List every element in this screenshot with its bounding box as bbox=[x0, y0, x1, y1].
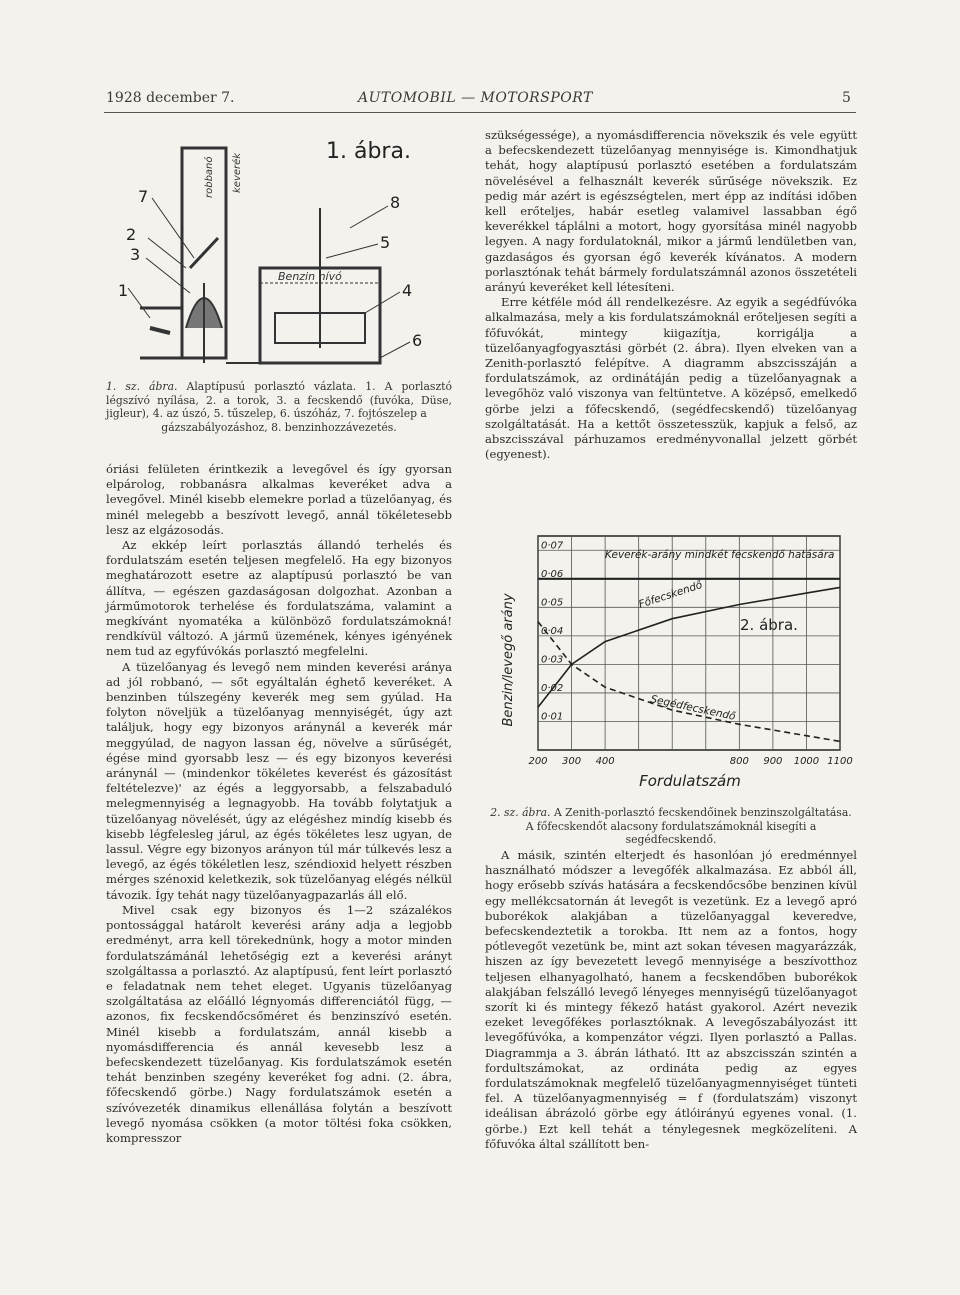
leader-line-7 bbox=[152, 198, 194, 258]
right-paragraph-3: A másik, szintén elterjedt és hasonlóan jó eredménnyel használható módszer a levegőfék alkalmazása. Ez abból áll, hogy erősebb szívás hatására a fecskendőcsőbe benzinen kívül egy mellékcsatornán át levegőt is vezetünk. Ez a levegő apró buborékok alakjában a tüzelőanyaggal keveredve, befecskendeztetik a torokba. Itt nem az a fontos, hogy pótlevegőt vezetünk be, mint azt sokan tévesen magyarázzák, hiszen az így bevezetett levegő mennyisége a beszívotthoz teljesen elhanyagolható, hanem a fecskendőben buborékok alakjában felszálló levegő lényeges mennyiségű tüzelőanyagot szorít ki és mintegy fékező hatást gyakorol. Azért nevezik ezeket levegőfékes porlasztóknak. A levegőszabályozást itt levegőfúvóka, a kompenzátor végzi. Ilyen porlasztó a Pallas. Diagrammja a 3. ábrán látható. Itt az abszcisszán szintén a fordultszámokat, az ordináta pedig az egyes fordulatszámoknak megfelelő tüzelőanyagmennyiséget tünteti fel. A tüzelőanyagmennyiség = f (fordulatszám) viszonyt ideálisan ábrázoló görbe egy átlóirányú egyenes vonal. (1. görbe.) Ezt kell tehát a ténylegesnek megközelíteni. A főfuvóka által szállított ben- bbox=[485, 848, 857, 1151]
label-4: 4 bbox=[402, 281, 413, 300]
header-title: AUTOMOBIL — MOTORSPORT bbox=[358, 90, 593, 106]
series-line-1 bbox=[538, 587, 840, 707]
air-arrow bbox=[150, 328, 170, 333]
figure-1-caption-text: Alaptípusú porlasztó vázlata. 1. A porlasztó légszívó nyílása, 2. a torok, 3. a fecskendő (fuvóka, Düse, jigleur), 4. az úszó, 5. tűszelep, 6. úszóház, 7. fojtószelep a bbox=[106, 380, 452, 421]
series-label-total: Keverék-arány mindkét fecskendő hatására bbox=[605, 549, 835, 561]
figure-1-caption-lead: 1. sz. ábra. bbox=[106, 380, 178, 393]
left-paragraph-4: Mivel csak egy bizonyos és 1—2 százalékos pontossággal határolt keverési arány adja a legjobb eredményt, arra kell törekednünk, hogy a motor minden fordulatszámánál lehetőségig ezt a keverési arányt szolgáltassa a porlasztó. Az alaptípusú, fent leírt porlasztó e feladatnak nem tehet eleget. Ugyanis tüzelőanyag szolgáltatása az előálló légnyomás differenciától függ, — azonos, fix fecskendőcsőméret és benzinszívó esetén. Minél kisebb a fordulatszám, annál kisebb a nyomásdifferencia és annál kevesebb lesz a befecskendezett tüzelőanyag. Kis fordulatszámok esetén tehát benzinben szegény keveréket fog adni. (2. ábra, főfecskendő görbe.) Nagy fordulatszámok esetén a szívóvezeték dinamikus ellenállása folytán a beszívott levegő nyomása csökken (a motor töltési foka csökken, kompresszor bbox=[106, 902, 452, 1145]
chart-grid bbox=[538, 536, 840, 750]
figure-2-caption-text: A Zenith-porlasztó fecskendőinek benzinszolgáltatása. A főfecskendőt alacsony fordulatszámoknál kisegíti a segédfecskendő. bbox=[525, 806, 852, 847]
right-paragraph-2: Erre kétféle mód áll rendelkezésre. Az egyik a segédfúvóka alkalmazása, mely a kis fordulatszámoknál erőteljesen segíti a főfuvókát, mintegy kiigazítja, korrigálja a tüzelőanyagfogyasztási görbét (2. ábra). Ilyen elveken van a Zenith-porlasztó felépítve. A diagramm abszcisszáján a fordulatszámok, az ordinátáján pedig a tüzelőanyagnak a levegőhöz való viszonya van feltüntetve. A középső, emelkedő görbe jelzi a főfecskendő, (segédfecskendő) tüzelőanyag szolgáltatását. Ha a kettőt összetesszük, kapjuk a felső, az abszcisszával párhuzamos eredményvonallal jelzett görbét (egyenest). bbox=[485, 295, 857, 462]
leader-line-8 bbox=[350, 206, 388, 228]
left-paragraph-3: A tüzelőanyag és levegő nem minden keverési aránya ad jól robbanó, — sőt egyáltalán éghető keveréket. A benzinben túlszegény keverék meg sem gyúlad. Ha folyton növeljük a tüzelőanyag mennyiségét, úgy azt találjuk, hogy egy bizonyos aránynál a keverék már meggyúlad, de nagyon lassan ég, növelve a sűrűségét, égése mind gyorsabb lesz — és egy bizonyos keverési aránynál — (mindenkor tökéletes keverést és gázosítást feltételezve)' az égés a leggyorsabb, a felszabaduló melegmennyiség a legnagyobb. Ha tovább folytatjuk a tüzelőanyag növelését, úgy az elégéshez mindíg kisebb és kisebb légfelesleg járul, az égés tökéletes lesz ugyan, de lassul. Végre egy bizonyos arányon túl már túlkevés lesz a levegő, az égés tökéletlen lesz, széndioxid helyett részben mérges szénoxid keletkezik, sok tüzelőanyag elégés nélkül távozik. Így tehát nagy tüzelőanyagpazarlás áll elő. bbox=[106, 659, 452, 902]
leader-line-4 bbox=[365, 292, 400, 313]
y-tick-label: 0·04 bbox=[541, 625, 564, 637]
chart-title: 2. ábra. bbox=[740, 616, 798, 634]
x-axis-label: Fordulatszám bbox=[639, 772, 741, 790]
mixture-label-2: keverék bbox=[232, 152, 243, 193]
label-6: 6 bbox=[412, 331, 423, 350]
x-tick-label: 200 bbox=[528, 756, 548, 767]
label-3: 3 bbox=[130, 245, 141, 264]
label-2: 2 bbox=[126, 225, 137, 244]
label-1: 1 bbox=[118, 281, 129, 300]
x-tick-label: 800 bbox=[729, 756, 749, 767]
air-inlet bbox=[140, 308, 182, 358]
y-tick-label: 0·06 bbox=[541, 568, 564, 580]
chart-ticks bbox=[528, 540, 852, 767]
x-tick-label: 1000 bbox=[793, 756, 820, 767]
y-axis-label: Benzin/levegő arány bbox=[501, 593, 516, 727]
figure-1-caption bbox=[106, 380, 452, 434]
label-8: 8 bbox=[390, 193, 401, 212]
y-tick-label: 0·05 bbox=[541, 597, 564, 609]
header-date: 1928 december 7. bbox=[106, 90, 235, 106]
series-line-2 bbox=[538, 622, 840, 742]
series-label-main-jet: Főfecskendő bbox=[637, 578, 704, 611]
right-column-bottom bbox=[485, 848, 857, 1152]
y-tick-label: 0·03 bbox=[541, 654, 564, 666]
y-tick-label: 0·07 bbox=[541, 540, 564, 552]
x-tick-label: 300 bbox=[562, 756, 582, 767]
figure-2-chart bbox=[490, 520, 860, 805]
figure-2-caption-lead: 2. sz. ábra. bbox=[490, 806, 551, 819]
y-tick-label: 0·02 bbox=[541, 682, 564, 694]
figure-1-caption-end: gázszabályozáshoz, 8. benzinhozzávezetés. bbox=[161, 420, 397, 434]
leader-line-1 bbox=[128, 288, 150, 318]
leader-line-6 bbox=[380, 342, 410, 358]
left-paragraph-2: Az ekkép leírt porlasztás állandó terhelés és fordulatszám esetén teljesen megfelelő. Ha egy bizonyos meghatározott esetre az alaptípusú porlasztó be van állítva, — egészen gazdaságosan dolgozhat. Azonban a járműmotorok terhelése és fordulatszáma, valamint a megkívánt nyomatéka a különböző fordulatszámokná! rendkívül változó. A jármű üzemének, kényes igényének nem tud az egyfúvókás porlasztó megfelelni. bbox=[106, 538, 452, 659]
x-tick-label: 400 bbox=[595, 756, 615, 767]
left-column bbox=[106, 462, 452, 1146]
right-column-top bbox=[485, 128, 857, 462]
figure-1-title: 1. ábra. bbox=[326, 139, 411, 164]
label-5: 5 bbox=[380, 233, 391, 252]
series-label-aux-jet: Segédfecskendő bbox=[649, 693, 737, 723]
figure-2-caption bbox=[485, 806, 857, 847]
label-7: 7 bbox=[138, 187, 149, 206]
x-tick-label: 900 bbox=[763, 756, 783, 767]
y-tick-label: 0·01 bbox=[541, 711, 564, 723]
left-paragraph-1: óriási felületen érintkezik a levegővel és így gyorsan elpárolog, robbanásra alkalmas keveréket adva a levegővel. Minél kisebb elemekre porlad a tüzelőanyag, és minél melegebb a beszívott levegő, annál tökéletesebb lesz az elgázosodás. bbox=[106, 462, 452, 537]
chart-series bbox=[538, 579, 840, 742]
mixture-label-1: robbanó bbox=[204, 156, 215, 198]
fuel-level-label: Benzin nívó bbox=[278, 270, 342, 283]
throttle-valve bbox=[190, 238, 218, 268]
page-number: 5 bbox=[842, 90, 851, 106]
leader-line-5 bbox=[326, 244, 378, 258]
header-rule bbox=[104, 112, 856, 113]
plot-frame bbox=[538, 536, 840, 750]
right-paragraph-1: szükségessége), a nyomásdifferencia növekszik és vele együtt a befecskendezett tüzelőanyag mennyisége is. Kimondhatjuk tehát, hogy alaptípusú porlasztó esetében a fordulatszám növelésével a felhasznált keverék sűrűsége növekszik. Ez pedig már azért is egészségtelen, mert épp az indítási időben kell erőteljes, habár esetleg valamivel lassabban égő keverékkel táplálni a motort, hogy gyorsítása minél nagyobb legyen. A nagy fordulatoknál, mikor a jármű lendületben van, gazdaságos és gyorsan égő keverék kívánatos. A modern porlasztónak tehát bármely fordulatszámnál azonos összetételi arányú keveréket kell létesíteni. bbox=[485, 128, 857, 295]
x-tick-label: 1100 bbox=[827, 756, 853, 767]
figure-1-carburettor-diagram bbox=[110, 118, 450, 376]
